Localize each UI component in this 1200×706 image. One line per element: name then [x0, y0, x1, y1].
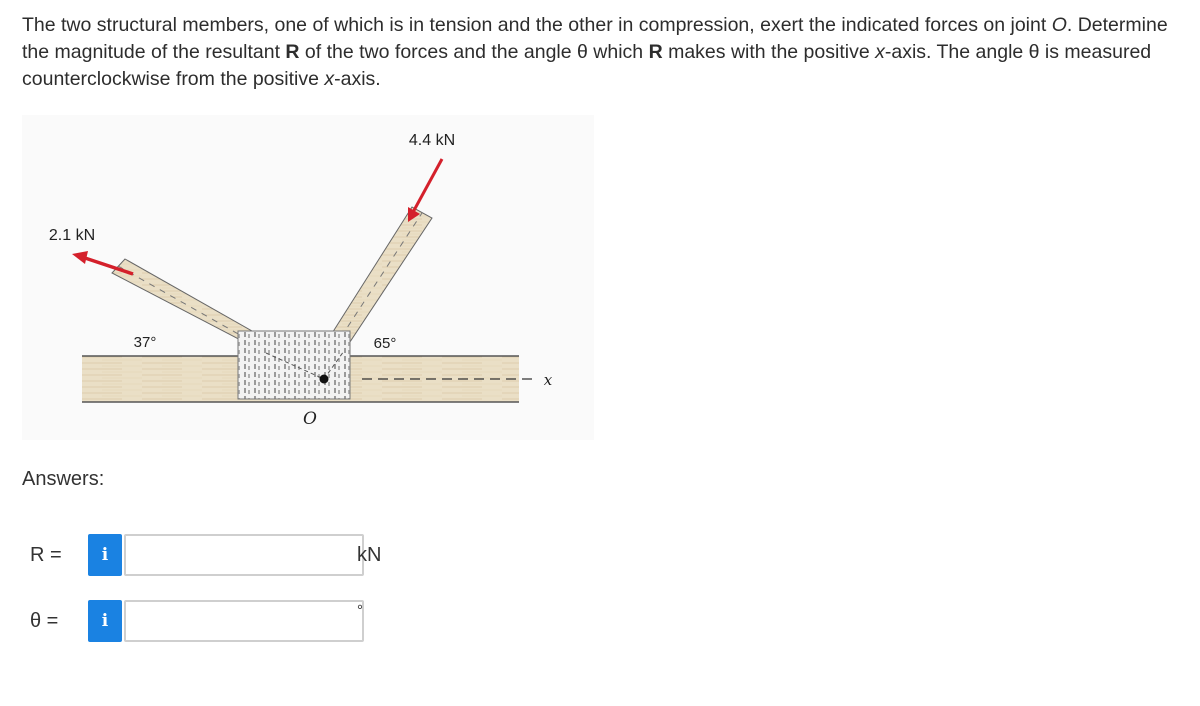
unit-label: kN: [357, 544, 382, 566]
resultant-symbol: R: [648, 41, 663, 63]
info-icon[interactable]: i: [88, 534, 122, 576]
resultant-symbol: R: [285, 41, 300, 63]
axis-label: x: [543, 371, 553, 389]
problem-text: -axis. The angle θ is measured counterclockwise from the positive: [22, 41, 1152, 90]
problem-text: The two structural members, one of which is in tension and the other in compression, exert the indicated forces on joint: [22, 14, 1052, 36]
angle-label-right: 65°: [373, 335, 397, 352]
info-icon[interactable]: i: [88, 600, 122, 642]
problem-text: . Determine the magnitude of the resultant: [22, 14, 1168, 63]
angle-label: θ =: [30, 610, 59, 632]
problem-text: of the two forces and the angle θ which: [299, 41, 649, 63]
answers-heading: Answers:: [22, 468, 105, 490]
force-label-right: 4.4 kN: [408, 132, 456, 149]
force-label-left: 2.1 kN: [48, 227, 96, 244]
joint-label: O: [303, 409, 317, 429]
joint-diagram: [22, 115, 594, 440]
resultant-label: R =: [30, 544, 62, 566]
degree-unit-label: °: [357, 602, 363, 619]
joint-symbol: O: [1051, 14, 1067, 36]
angle-label-left: 37°: [133, 334, 157, 351]
problem-statement: [22, 12, 1192, 93]
resultant-input[interactable]: [124, 534, 364, 576]
problem-text: makes with the positive: [662, 41, 876, 63]
gusset-plate: [238, 331, 350, 399]
problem-text: -axis.: [334, 68, 381, 90]
axis-symbol: x: [324, 68, 335, 90]
axis-symbol: x: [875, 41, 885, 63]
joint-point: [320, 375, 329, 384]
joint-diagram-svg: [22, 115, 594, 440]
angle-input[interactable]: [124, 600, 364, 642]
